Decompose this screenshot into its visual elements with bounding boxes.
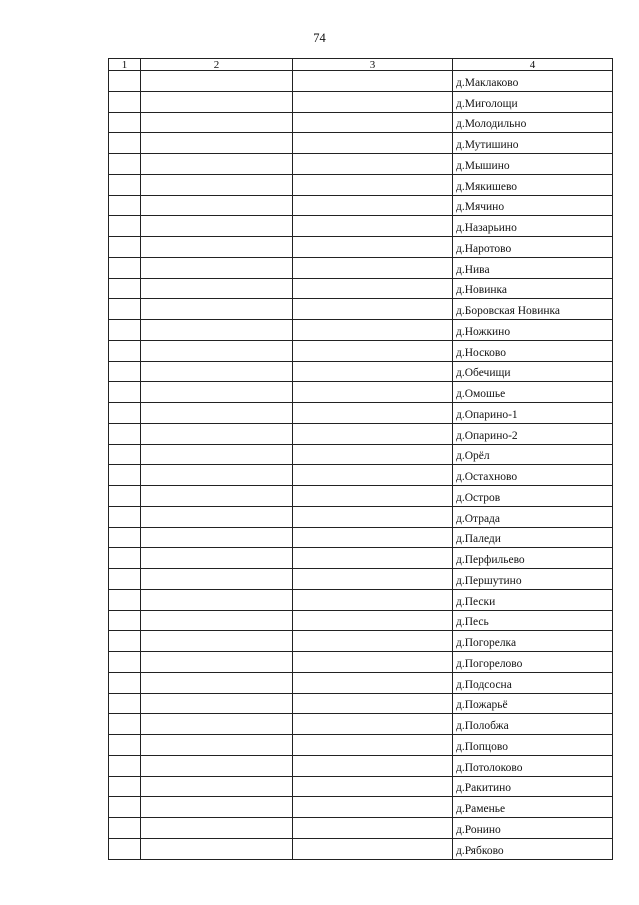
table-cell-col4: д.Полобжа — [453, 714, 613, 735]
table-cell-col2 — [141, 382, 293, 403]
table-row — [109, 361, 613, 382]
table-cell-col4: д.Раменье — [453, 797, 613, 818]
table-cell-col4: д.Попцово — [453, 735, 613, 756]
table-cell-col2 — [141, 403, 293, 424]
table-cell-col4: д.Першутино — [453, 569, 613, 590]
table-cell-col1 — [109, 589, 141, 610]
table-cell-col1 — [109, 133, 141, 154]
table-cell-col1 — [109, 652, 141, 673]
table-cell-col2 — [141, 340, 293, 361]
table-cell-col3 — [293, 735, 453, 756]
table-cell-col3 — [293, 71, 453, 92]
table-cell-col2 — [141, 299, 293, 320]
table-cell-col1 — [109, 465, 141, 486]
table-cell-col4: д.Подсосна — [453, 672, 613, 693]
table-cell-col4: д.Песь — [453, 610, 613, 631]
page-number: 74 — [313, 31, 326, 45]
table-row — [109, 755, 613, 776]
table-row — [109, 174, 613, 195]
table-cell-col3 — [293, 257, 453, 278]
table-row — [109, 735, 613, 756]
table-cell-col2 — [141, 195, 293, 216]
table-cell-col1 — [109, 818, 141, 839]
table-body — [109, 71, 613, 860]
table-cell-col2 — [141, 818, 293, 839]
table-cell-col4: д.Обечищи — [453, 361, 613, 382]
table-cell-col2 — [141, 527, 293, 548]
table-cell-col1 — [109, 527, 141, 548]
table-cell-col1 — [109, 714, 141, 735]
table-row — [109, 423, 613, 444]
table-cell-col4: д.Молодильно — [453, 112, 613, 133]
table-cell-col2 — [141, 278, 293, 299]
table-cell-col4: д.Мячино — [453, 195, 613, 216]
table-cell-col3 — [293, 195, 453, 216]
table-cell-col2 — [141, 631, 293, 652]
table-cell-col3 — [293, 299, 453, 320]
table-row — [109, 154, 613, 175]
table-row — [109, 91, 613, 112]
table-cell-col2 — [141, 423, 293, 444]
table-cell-col1 — [109, 610, 141, 631]
table-cell-col4: д.Нива — [453, 257, 613, 278]
table-cell-col1 — [109, 423, 141, 444]
table-cell-col4: д.Рябково — [453, 838, 613, 859]
table-row — [109, 506, 613, 527]
table-row — [109, 672, 613, 693]
table-cell-col3 — [293, 797, 453, 818]
table-cell-col3 — [293, 278, 453, 299]
table-cell-col2 — [141, 714, 293, 735]
table-cell-col1 — [109, 174, 141, 195]
table-row — [109, 444, 613, 465]
table-cell-col2 — [141, 361, 293, 382]
table-cell-col1 — [109, 154, 141, 175]
table-cell-col3 — [293, 423, 453, 444]
table-cell-col1 — [109, 548, 141, 569]
table-cell-col3 — [293, 382, 453, 403]
table-cell-col2 — [141, 91, 293, 112]
table-cell-col1 — [109, 361, 141, 382]
table-cell-col3 — [293, 652, 453, 673]
table-cell-col3 — [293, 216, 453, 237]
table-cell-col4: д.Пожарьё — [453, 693, 613, 714]
table-cell-col3 — [293, 465, 453, 486]
table-cell-col4: д.Отрада — [453, 506, 613, 527]
table-cell-col4: д.Назарьино — [453, 216, 613, 237]
table-cell-col1 — [109, 403, 141, 424]
table-cell-col3 — [293, 91, 453, 112]
table-cell-col2 — [141, 797, 293, 818]
table-cell-col2 — [141, 257, 293, 278]
table-row — [109, 652, 613, 673]
table-cell-col4: д.Носково — [453, 340, 613, 361]
table-cell-col2 — [141, 589, 293, 610]
table-row — [109, 257, 613, 278]
table-cell-col4: д.Погорелово — [453, 652, 613, 673]
table-cell-col3 — [293, 672, 453, 693]
table-cell-col2 — [141, 71, 293, 92]
table-cell-col3 — [293, 361, 453, 382]
table-row — [109, 838, 613, 859]
column-header-2: 2 — [141, 59, 293, 71]
table-row — [109, 548, 613, 569]
table-cell-col3 — [293, 693, 453, 714]
table-cell-col1 — [109, 257, 141, 278]
table-row — [109, 340, 613, 361]
table-row — [109, 237, 613, 258]
table-cell-col1 — [109, 776, 141, 797]
table-cell-col1 — [109, 278, 141, 299]
table-cell-col4: д.Орёл — [453, 444, 613, 465]
table-cell-col4: д.Потолоково — [453, 755, 613, 776]
table-cell-col4: д.Маклаково — [453, 71, 613, 92]
column-header-3: 3 — [293, 59, 453, 71]
table-row — [109, 610, 613, 631]
table-cell-col2 — [141, 154, 293, 175]
table-cell-col4: д.Омошье — [453, 382, 613, 403]
table-cell-col3 — [293, 548, 453, 569]
column-header-4: 4 — [453, 59, 613, 71]
table-row — [109, 569, 613, 590]
table-cell-col3 — [293, 506, 453, 527]
table-cell-col2 — [141, 548, 293, 569]
table-row — [109, 112, 613, 133]
table-cell-col1 — [109, 71, 141, 92]
table-cell-col1 — [109, 112, 141, 133]
table-cell-col3 — [293, 818, 453, 839]
table-cell-col4: д.Мутишино — [453, 133, 613, 154]
table-cell-col4: д.Пески — [453, 589, 613, 610]
table-cell-col3 — [293, 569, 453, 590]
table-cell-col1 — [109, 797, 141, 818]
table-cell-col3 — [293, 838, 453, 859]
table-cell-col4: д.Ножкино — [453, 320, 613, 341]
table-cell-col2 — [141, 755, 293, 776]
table-cell-col1 — [109, 444, 141, 465]
table-cell-col4: д.Миголощи — [453, 91, 613, 112]
table-cell-col1 — [109, 569, 141, 590]
table-row — [109, 195, 613, 216]
table-cell-col4: д.Перфильево — [453, 548, 613, 569]
table-row — [109, 589, 613, 610]
table-cell-col3 — [293, 154, 453, 175]
table-cell-col4: д.Мышино — [453, 154, 613, 175]
table-cell-col2 — [141, 216, 293, 237]
table-cell-col4: д.Мякишево — [453, 174, 613, 195]
table-cell-col1 — [109, 237, 141, 258]
table-cell-col4: д.Боровская Новинка — [453, 299, 613, 320]
table-row — [109, 403, 613, 424]
table-cell-col2 — [141, 465, 293, 486]
table-cell-col4: д.Погорелка — [453, 631, 613, 652]
table-row — [109, 320, 613, 341]
table-cell-col3 — [293, 610, 453, 631]
table-cell-col3 — [293, 444, 453, 465]
table-cell-col4: д.Остахново — [453, 465, 613, 486]
table-cell-col3 — [293, 237, 453, 258]
settlements-table — [108, 58, 613, 860]
table-row — [109, 382, 613, 403]
table-cell-col1 — [109, 486, 141, 507]
table-cell-col3 — [293, 631, 453, 652]
table-cell-col2 — [141, 776, 293, 797]
table-cell-col2 — [141, 569, 293, 590]
table-row — [109, 216, 613, 237]
table-cell-col4: д.Наротово — [453, 237, 613, 258]
table-cell-col3 — [293, 486, 453, 507]
table-cell-col1 — [109, 838, 141, 859]
table-cell-col2 — [141, 486, 293, 507]
table-cell-col4: д.Опарино-1 — [453, 403, 613, 424]
table-cell-col1 — [109, 320, 141, 341]
column-header-1: 1 — [109, 59, 141, 71]
table-cell-col1 — [109, 735, 141, 756]
table-row — [109, 465, 613, 486]
table-header-row — [109, 59, 613, 71]
table-cell-col2 — [141, 237, 293, 258]
table-cell-col4: д.Остров — [453, 486, 613, 507]
table-cell-col3 — [293, 589, 453, 610]
table-cell-col2 — [141, 838, 293, 859]
table-cell-col3 — [293, 527, 453, 548]
table-cell-col1 — [109, 340, 141, 361]
table-cell-col3 — [293, 112, 453, 133]
table-row — [109, 797, 613, 818]
table-row — [109, 776, 613, 797]
table-cell-col4: д.Новинка — [453, 278, 613, 299]
table-row — [109, 278, 613, 299]
table-cell-col1 — [109, 216, 141, 237]
table-cell-col1 — [109, 195, 141, 216]
table-row — [109, 693, 613, 714]
table-cell-col4: д.Ракитино — [453, 776, 613, 797]
table-row — [109, 631, 613, 652]
table-cell-col3 — [293, 403, 453, 424]
table-cell-col1 — [109, 382, 141, 403]
table-cell-col4: д.Ронино — [453, 818, 613, 839]
table-cell-col2 — [141, 735, 293, 756]
table-cell-col1 — [109, 693, 141, 714]
table-cell-col1 — [109, 299, 141, 320]
table-row — [109, 527, 613, 548]
table-row — [109, 299, 613, 320]
table-cell-col4: д.Паледи — [453, 527, 613, 548]
table-cell-col2 — [141, 320, 293, 341]
table-cell-col1 — [109, 755, 141, 776]
table-cell-col3 — [293, 340, 453, 361]
table-cell-col3 — [293, 174, 453, 195]
table-cell-col2 — [141, 672, 293, 693]
table-cell-col1 — [109, 631, 141, 652]
table-cell-col2 — [141, 652, 293, 673]
table-cell-col2 — [141, 506, 293, 527]
table-cell-col3 — [293, 776, 453, 797]
table-cell-col3 — [293, 755, 453, 776]
table-cell-col3 — [293, 714, 453, 735]
table-row — [109, 133, 613, 154]
table-cell-col2 — [141, 133, 293, 154]
table-cell-col1 — [109, 672, 141, 693]
table-cell-col2 — [141, 112, 293, 133]
table-row — [109, 486, 613, 507]
table-cell-col2 — [141, 174, 293, 195]
table-row — [109, 714, 613, 735]
table-cell-col3 — [293, 320, 453, 341]
table-cell-col4: д.Опарино-2 — [453, 423, 613, 444]
table-row — [109, 71, 613, 92]
table-cell-col1 — [109, 91, 141, 112]
table-row — [109, 818, 613, 839]
table-cell-col1 — [109, 506, 141, 527]
table-cell-col2 — [141, 610, 293, 631]
table-cell-col2 — [141, 693, 293, 714]
table-cell-col3 — [293, 133, 453, 154]
table-cell-col2 — [141, 444, 293, 465]
